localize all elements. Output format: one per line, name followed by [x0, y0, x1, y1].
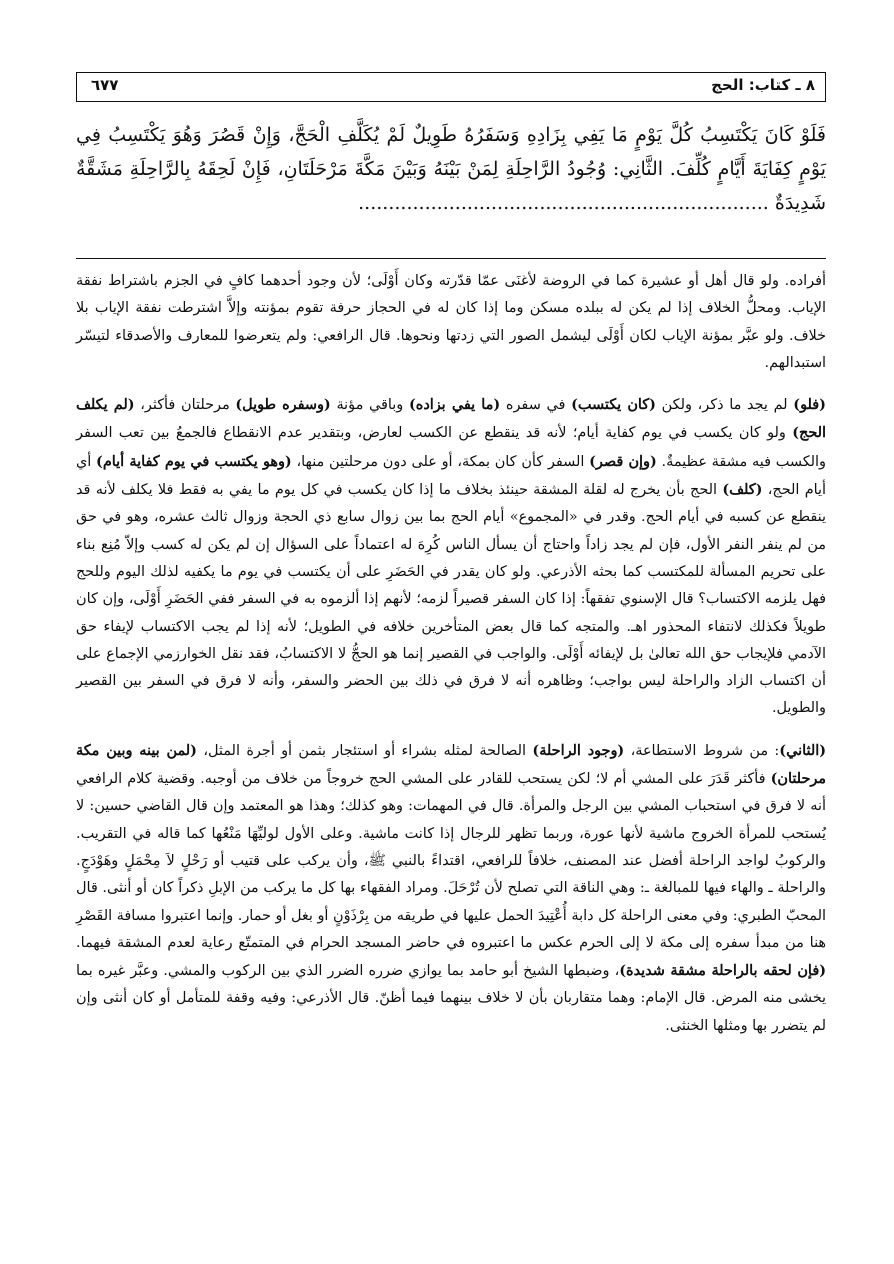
quoted-matn-phrase: (لمن بينه وبين مكة مرحلتان) [76, 741, 826, 788]
commentary-text: مرحلتان فأكثر، [134, 397, 236, 414]
quoted-matn-phrase: (وإن قصر) [589, 452, 657, 470]
commentary-text: السفر كأن كان بمكة، أو على دون مرحلتين منها، [291, 453, 590, 470]
commentary-text: أي أيام الحج، [76, 453, 826, 499]
main-text-body: فَلَوْ كَانَ يَكْتَسِبُ كُلَّ يَوْمٍ مَا يَفِي بِزَادِهِ وَسَفَرُهُ طَوِيلٌ لَمْ يُكَلَّفِ الْحَجَّ، وَإِنْ قَصُرَ وَهُوَ يَكْتَسِبُ فِي يَوْمٍ كِفَايَةَ أَيَّامٍ كُلِّفَ. الثَّانِي: وُجُودُ الرَّاحِلَةِ لِمَنْ بَيْنَهُ وَبَيْنَ مَكَّةَ مَرْحَلَتَانِ، فَإِنْ لَحِقَهُ بِالرَّاحِلَةِ مَشَقَّةٌ شَدِيدَةٌ [76, 124, 826, 214]
commentary-text: : من شروط الاستطاعة، [624, 742, 780, 759]
commentary-text: وباقي مؤنة [330, 397, 409, 414]
chapter-title: ٨ ـ كتاب: الحج [711, 76, 815, 94]
quoted-matn-phrase: (كان يكتسب) [571, 396, 656, 414]
quoted-matn-phrase: (فإن لحقه بالراحلة مشقة شديدة) [619, 962, 827, 980]
page-number: ٦٧٧ [91, 76, 119, 94]
commentary [76, 268, 826, 1040]
commentary-paragraph-3 [76, 737, 826, 1040]
commentary-text: الصالحة لمثله بشراء أو استئجار بثمن أو أجرة المثل، [196, 742, 533, 759]
quoted-matn-phrase: (فلو) [793, 396, 826, 414]
commentary-text: ، وضبطها الشيخ أبو حامد بما يوازي ضرره الضرر الذي بين الركوب والمشي. وعبَّر غيره بما يخشى منه المرض. قال الإمام: وهما متقاربان بأن لا خلاف بينهما فيما أظنّ. قال الأذرعي: وفيه وقفة للمتأمل أو كان أنثى وإن لم يتضرر بها ومثلها الخنثى. [76, 963, 826, 1034]
commentary-paragraph-2 [76, 391, 826, 723]
running-header [76, 72, 826, 102]
commentary-text: الحج بأن يخرج له لقلة المشقة حينئذ بخلاف ما إذا كان يكسب في كل يوم ما يفي به فقط فلا يكلف لأنه قد ينقطع عن كسبه في أيام الحج. وقدر في «المجموع» أيام الحج بما بين زوال سابع ذي الحجة وزوال ثالث عشره، وهو في حق من لم ينفر النفر الأول، فإن لم يجد زاداً واحتاج أن يسأل الناس كُرِهَ له اعتماداً على السؤال إن لم يكن له كسب وإلاّ مُنِع بناء على تحريم المسألة للمكتسب كما بحثه الأذرعي. ولو كان يقدر في الحَضَرِ على أن يكتسب في يوم ما يكفيه لذلك اليوم وللحج فهل يلزمه الاكتساب؟ قال الإسنوي تفقهاً: إذا كان السفر قصيراً لزمه؛ لأنهم إذا ألزموه به في السفر ففي الحَضَرِ أَوْلَى، وإن كان طويلاً فكذلك لانتفاء المحذور اهـ. والمتجه كما قال بعض المتأخرين خلافه في الطويل؛ لأنه إذا لم يجب الاكتساب لإيفاء حق الآدمي فلإيجاب حق الله تعالىٰ بل لإيفائه أَوْلَى. والواجب في القصير إنما هو الحجُّ لا الاكتسابُ، فقد نقل الخوارزمي الإجماع على أن اكتساب الزاد والراحلة ليس بواجب؛ وظاهره أنه لا فرق في ذلك بين الحضر والسفر، وأنه لا فرق في السفر بين القصير والطويل. [76, 482, 826, 717]
commentary-text: فأكثر قَدَرَ على المشي أم لا؛ لكن يستحب للقادر على المشي الحج خروجاً من خلاف من أوجبه. وقضية كلام الرافعي أنه لا فرق في استحباب المشي بين الرجل والمرأة. قال في المهمات: وهو كذلك؛ وهذا هو المعتمد وإن قال القاضي حسين: لا يُستحب للمرأة الخروج ماشية لأنها عورة، وربما تظهر للرجال إذا كانت ماشية. وعلى الأول لوليِّهَا مَنْعُها كما قاله في التقريب. والركوبُ لواجد الراحلة أفضل عند المصنف، خلافاً للرافعي، اقتداءً بالنبي ﷺ، وأن يركب على قتيب أو رَحْلٍ لاَ مِحْمَلٍ وهَوْدَجٍ. والراحلة ـ والهاء فيها للمبالغة ـ: وهي الناقة التي تصلح لأن تُرْحَلَ. ومراد الفقهاء بها كل ما يركب من الإبلِ ذكراً كان أو أنثى. قال المحبّ الطبري: وفي معنى الراحلة كل دابة أُعْتِيدَ الحمل عليها في طريقه من بِرْذَوْنٍ أو بغل أو حمار. وإنما اعتبروا مسافة القَصْرِ هنا من مبدأ سفره إلى مكة لا إلى الحرم عكس ما اعتبروه في حاضر المسجد الحرام في المتمتّع رعاية لعدم المشقة فيهما. [76, 771, 826, 951]
quoted-matn-phrase: (لم يكلف الحج) [76, 396, 826, 442]
quoted-matn-phrase: (ما يفي بزاده) [408, 396, 501, 414]
quoted-matn-phrase: (وهو يكتسب في يوم كفاية أيام) [96, 452, 292, 470]
commentary-text: لم يجد ما ذكر، ولكن [655, 397, 794, 414]
separator-rule [76, 258, 826, 259]
commentary-text: ولو كان يكسب في يوم كفاية أيام؛ لأنه قد ينقطع عن الكسب لعارض، وبتقدير عدم الانقطاع فالجمعُ بين تعب السفر والكسب فيه مشقة عظيمةٌ. [76, 425, 826, 470]
quoted-matn-phrase: (وجود الراحلة) [532, 741, 625, 759]
commentary-text: في سفره [500, 397, 572, 414]
quoted-matn-phrase: (الثاني) [779, 741, 827, 759]
quoted-matn-phrase: (كلف) [722, 481, 763, 499]
main-text [76, 118, 826, 220]
main-text-dots: .................................................................... [358, 192, 769, 214]
commentary-paragraph-1: أفراده. ولو قال أهل أو عشيرة كما في الروضة لأغنَى عمّا قدّرته وكان أَوْلَى؛ لأن وجود أحدهما كافٍ في الجزم باشتراط نفقة الإياب. ومحلُّ الخلاف إذا لم يكن له ببلده مسكن وما إذا كان له في الحجاز حرفة تقوم بمؤنته وإلاَّ اشترطت نفقة الإياب بلا خلاف. ولو عبَّر بمؤنة الإياب لكان أَوْلَى ليشمل الصور التي زدتها ونحوها. قال الرافعي: ولم يتعرضوا للمعارف والأصدقاء لتيسّر استبدالهم. [76, 273, 826, 371]
quoted-matn-phrase: (وسفره طويل) [235, 396, 331, 414]
